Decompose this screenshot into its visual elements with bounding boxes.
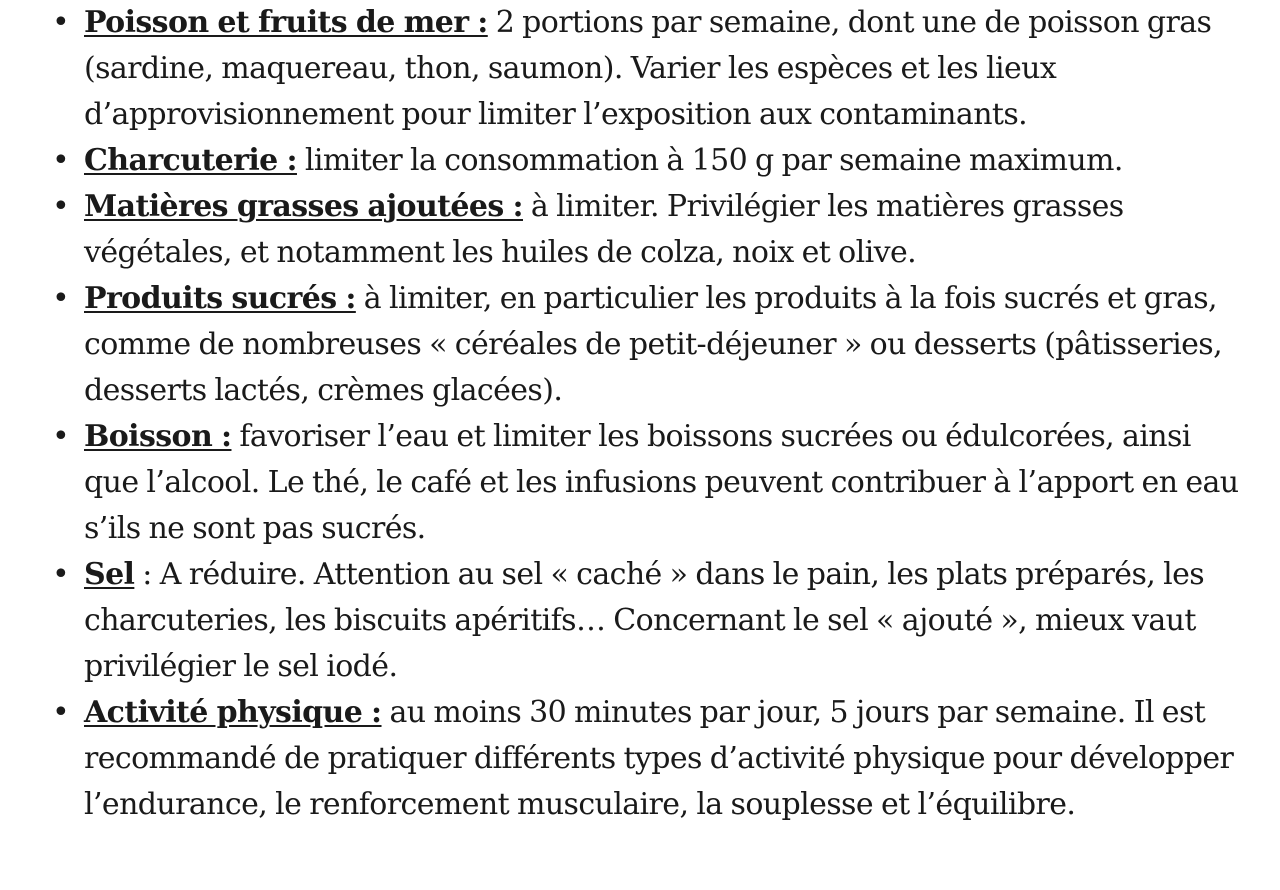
item-term: Activité physique : [84, 695, 382, 730]
bullet-icon: • [52, 419, 70, 454]
item-term: Charcuterie : [84, 143, 297, 178]
list-item-matieres-grasses [0, 184, 1240, 276]
item-text: à limiter. Privilégier les matières grasses végétales, et notamment les huiles de colza, noix et olive. [84, 189, 1124, 270]
bullet-icon: • [52, 189, 70, 224]
item-text: limiter la consommation à 150 g par semaine maximum. [296, 143, 1123, 178]
item-text: : A réduire. Attention au sel « caché » dans le pain, les plats préparés, les charcuteries, les biscuits apéritifs… Concernant le sel « ajouté », mieux vaut privilégier le sel iodé. [84, 557, 1205, 684]
bullet-icon: • [52, 5, 70, 40]
item-text: 2 portions par semaine, dont une de poisson gras (sardine, maquereau, thon, saumon). Varier les espèces et les lieux d’approvisionnement pour limiter l’exposition aux contaminants. [84, 5, 1212, 132]
bullet-icon: • [52, 695, 70, 730]
list-item-sel [0, 552, 1240, 690]
item-term: Boisson : [84, 419, 232, 454]
item-term: Poisson et fruits de mer : [84, 5, 488, 40]
item-text: au moins 30 minutes par jour, 5 jours par semaine. Il est recommandé de pratiquer différents types d’activité physique pour développer l’endurance, le renforcement musculaire, la souplesse et l’équilibre. [84, 695, 1234, 822]
bullet-icon: • [52, 557, 70, 592]
list-item-charcuterie [0, 138, 1240, 184]
list-item-poisson [0, 0, 1240, 138]
item-text: à limiter, en particulier les produits à la fois sucrés et gras, comme de nombreuses « céréales de petit-déjeuner » ou desserts (pâtisseries, desserts lactés, crèmes glacées). [84, 281, 1223, 408]
list-item-boisson [0, 414, 1240, 552]
item-term: Produits sucrés : [84, 281, 356, 316]
item-term: Matières grasses ajoutées : [84, 189, 523, 224]
bullet-icon: • [52, 281, 70, 316]
item-text: favoriser l’eau et limiter les boissons sucrées ou édulcorées, ainsi que l’alcool. Le thé, le café et les infusions peuvent contribuer à l’apport en eau s’ils ne sont pas sucrés. [84, 419, 1239, 546]
list-item-produits-sucres [0, 276, 1240, 414]
item-term: Sel [84, 557, 135, 592]
list-item-activite-physique [0, 690, 1240, 828]
bullet-icon: • [52, 143, 70, 178]
